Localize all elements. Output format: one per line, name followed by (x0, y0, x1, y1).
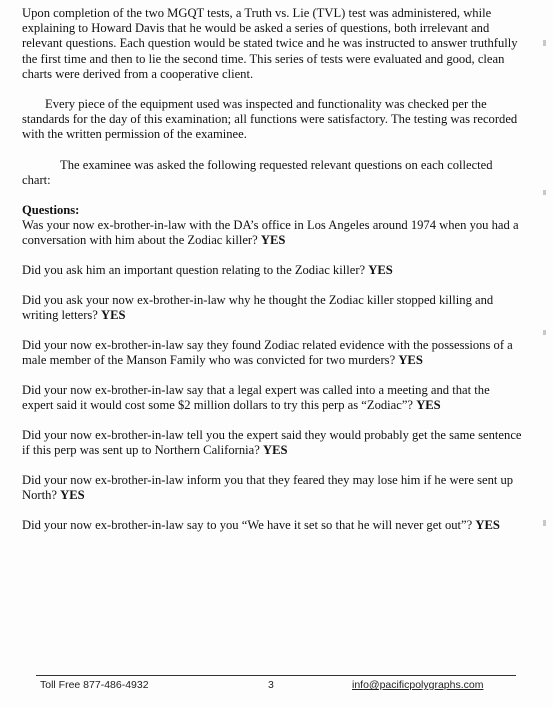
scan-mark (543, 520, 546, 526)
question-text: Did your now ex-brother-in-law say they found Zodiac related evidence with the possessions of a male member of the Manson Family who was convicted for two murders? (22, 338, 513, 368)
question-answer: YES (101, 308, 126, 323)
question-answer: YES (262, 443, 288, 458)
scan-mark (543, 330, 546, 335)
paragraph-relevant-questions: The examinee was asked the following requested relevant questions on each collected chart: (22, 157, 493, 187)
question-answer: YES (398, 353, 423, 368)
question-item (22, 473, 522, 503)
question-text: Did you ask him an important question relating to the Zodiac killer? (22, 263, 366, 278)
question-text: Did your now ex-brother-in-law say that a legal expert was called into a meeting and that the expert said it would cost some $2 million dollars to try this perp as “Zodiac”? (22, 383, 490, 413)
question-item (22, 383, 522, 413)
question-item (22, 293, 522, 323)
footer-phone: Toll Free 877-486-4932 (40, 679, 149, 691)
question-item (22, 263, 522, 278)
scan-mark (543, 40, 546, 46)
question-text: Did your now ex-brother-in-law inform you that they feared they may lose him if he were sent up North? (22, 473, 514, 503)
questions-heading: Questions: (22, 203, 80, 218)
scan-mark (543, 190, 546, 195)
question-answer: YES (475, 518, 500, 533)
question-item (22, 338, 522, 368)
question-answer: YES (416, 398, 441, 413)
paragraph-tvl-test: Upon completion of the two MGQT tests, a Truth vs. Lie (TVL) test was administered, while explaining to Howard Davis that he would be asked a series of questions, both irrelevant and relevant questions. Each question would be stated twice and he was instructed to answer truthfully the first time and then to lie the second time. This series of tests were evaluated and good, clean charts were derived from a cooperative client. (22, 6, 518, 81)
question-answer: YES (260, 233, 286, 248)
question-answer: YES (60, 488, 85, 503)
document-body (22, 6, 522, 548)
question-text: Did your now ex-brother-in-law say to you “We have it set so that he will never get out”? (22, 518, 473, 533)
footer-divider (36, 675, 516, 676)
question-text: Was your now ex-brother-in-law with the DA’s office in Los Angeles around 1974 when you had a conversation with him about the Zodiac killer? (22, 218, 519, 248)
question-answer: YES (368, 263, 393, 278)
footer-page-number: 3 (268, 679, 274, 691)
footer-email-link[interactable]: info@pacificpolygraphs.com (352, 679, 484, 691)
question-text: Did you ask your now ex-brother-in-law why he thought the Zodiac killer stopped killing and writing letters? (22, 293, 494, 323)
paragraph-equipment: Every piece of the equipment used was inspected and functionality was checked per the standards for the day of this examination; all functions were satisfactory. The testing was recorded with the written permission of the examinee. (22, 97, 518, 142)
question-item (22, 518, 522, 533)
question-item (22, 218, 522, 248)
question-text: Did your now ex-brother-in-law tell you the expert said they would probably get the same sentence if this perp was sent up to Northern California? (22, 428, 522, 458)
question-item (22, 428, 522, 458)
